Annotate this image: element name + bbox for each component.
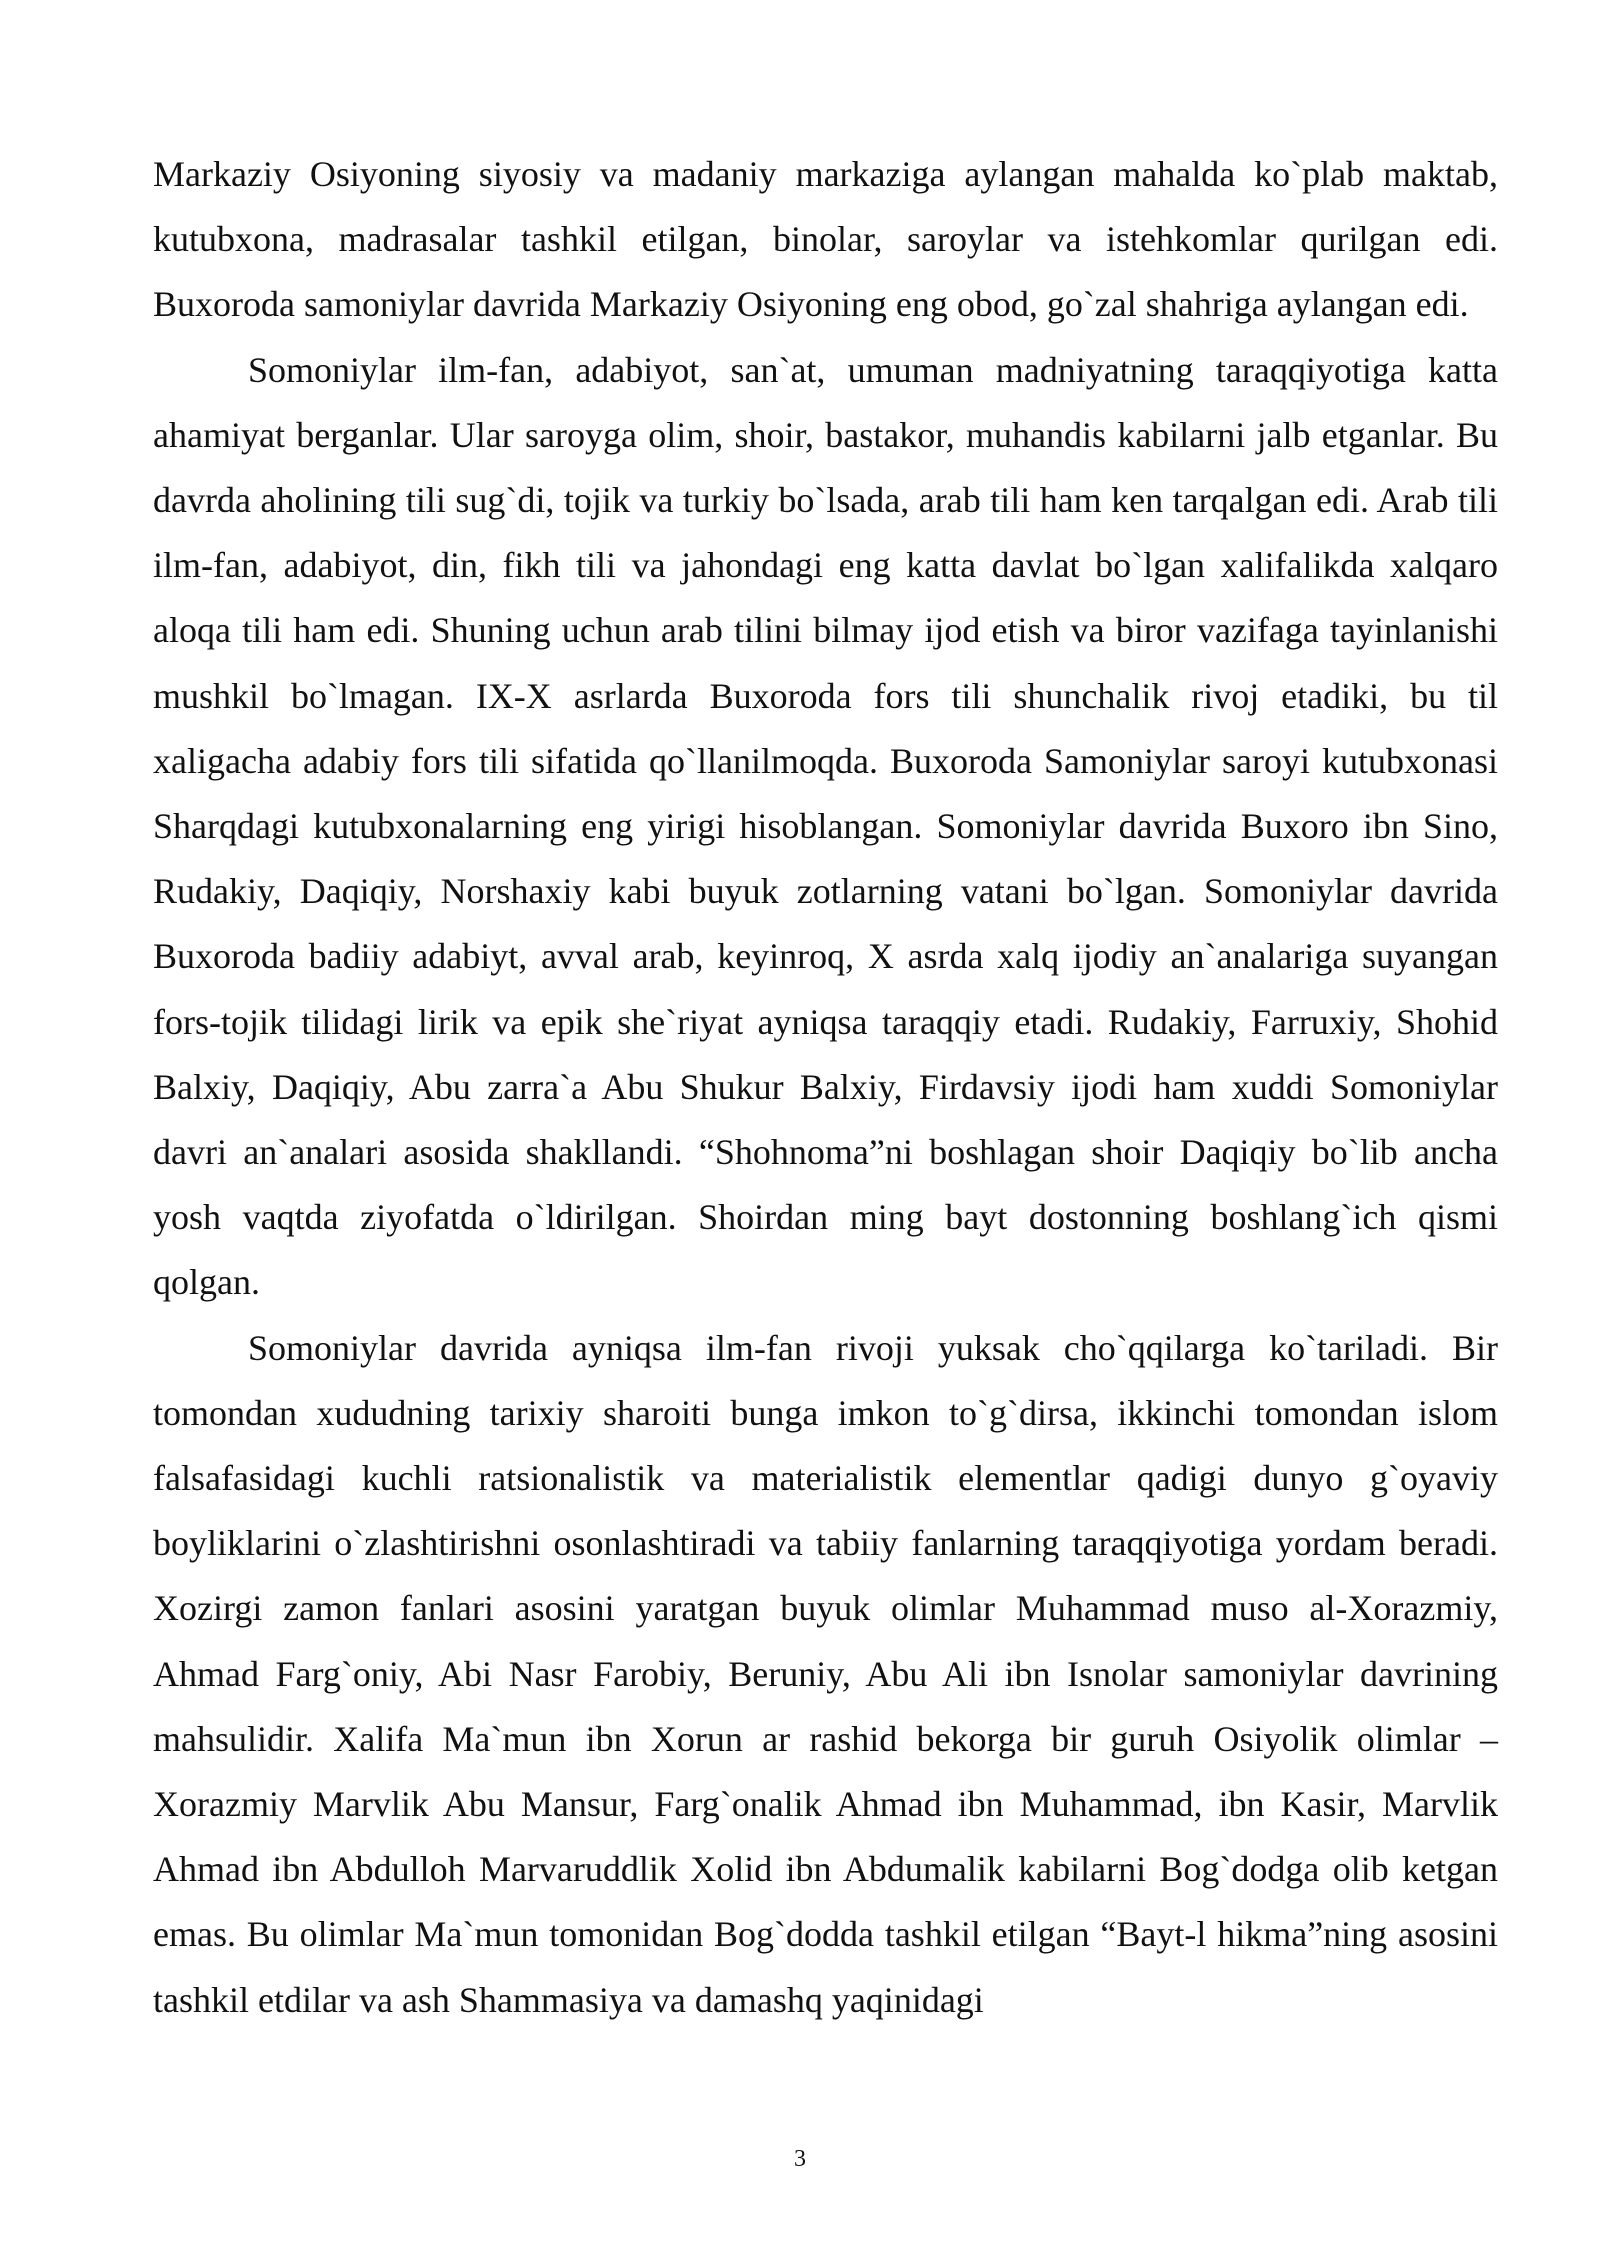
page-number: 3: [794, 2146, 806, 2172]
paragraph: Markaziy Osiyoning siyosiy va madaniy markaziga aylangan mahalda ko`plab maktab, kutubxona, madrasalar tashkil etilgan, binolar, saroylar va istehkomlar qurilgan edi. Buxoroda samoniylar davrida Markaziy Osiyoning eng obod, go`zal shahriga aylangan edi.: [153, 154, 1498, 325]
document-page: [153, 142, 1498, 2033]
paragraph: Somoniylar davrida ayniqsa ilm-fan rivoji yuksak cho`qqilarga ko`tariladi. Bir tomondan xududning tarixiy sharoiti bunga imkon to`g`dirsa, ikkinchi tomondan islom falsafasidagi kuchli ratsionalistik va materialistik elementlar qadigi dunyo g`oyaviy boyliklarini o`zlashtirishni osonlashtiradi va tabiiy fanlarning taraqqiyotiga yordam beradi. Xozirgi zamon fanlari asosini yaratgan buyuk olimlar Muhammad muso al-Xorazmiy, Ahmad Farg`oniy, Abi Nasr Farobiy, Beruniy, Abu Ali ibn Isnolar samoniylar davrining mahsulidir. Xalifa Ma`mun ibn Xorun ar rashid bekorga bir guruh Osiyolik olimlar – Xorazmiy Marvlik Abu Mansur, Farg`onalik Ahmad ibn Muhammad, ibn Kasir, Marvlik Ahmad ibn Abdulloh Marvaruddlik Xolid ibn Abdumalik kabilarni Bog`dodga olib ketgan emas. Bu olimlar Ma`mun tomonidan Bog`dodda tashkil etilgan “Bayt-l hikma”ning asosini tashkil etdilar va ash Shammasiya va damashq yaqinidagi: [153, 1327, 1498, 2020]
paragraph: Somoniylar ilm-fan, adabiyot, san`at, umuman madniyatning taraqqiyotiga katta ahamiyat berganlar. Ular saroyga olim, shoir, bastakor, muhandis kabilarni jalb etganlar. Bu davrda aholining tili sug`di, tojik va turkiy bo`lsada, arab tili ham ken tarqalgan edi. Arab tili ilm-fan, adabiyot, din, fikh tili va jahondagi eng katta davlat bo`lgan xalifalikda xalqaro aloqa tili ham edi. Shuning uchun arab tilini bilmay ijod etish va biror vazifaga tayinlanishi mushkil bo`lmagan. IX-X asrlarda Buxoroda fors tili shunchalik rivoj etadiki, bu til xaligacha adabiy fors tili sifatida qo`llanilmoqda. Buxoroda Samoniylar saroyi kutubxonasi Sharqdagi kutubxonalarning eng yirigi hisoblangan. Somoniylar davrida Buxoro ibn Sino, Rudakiy, Daqiqiy, Norshaxiy kabi buyuk zotlarning vatani bo`lgan. Somoniylar davrida Buxoroda badiiy adabiyt, avval arab, keyinroq, X asrda xalq ijodiy an`analariga suyangan fors-tojik tilidagi lirik va epik she`riyat ayniqsa taraqqiy etadi. Rudakiy, Farruxiy, Shohid Balxiy, Daqiqiy, Abu zarra`a Abu Shukur Balxiy, Firdavsiy ijodi ham xuddi Somoniylar davri an`analari asosida shakllandi. “Shohnoma”ni boshlagan shoir Daqiqiy bo`lib ancha yosh vaqtda ziyofatda o`ldirilgan. Shoirdan ming bayt dostonning boshlang`ich qismi qolgan.: [153, 349, 1498, 1303]
